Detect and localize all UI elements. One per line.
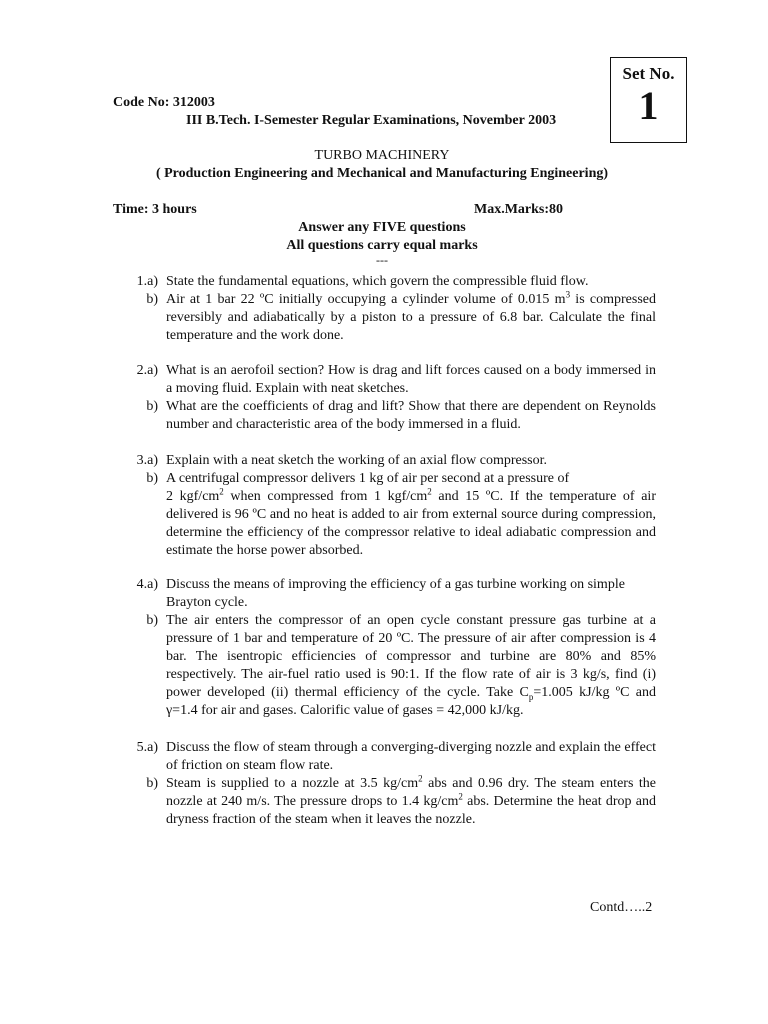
question-3a: [108, 452, 656, 470]
superscript: 2: [427, 486, 432, 497]
question-number: b): [146, 399, 158, 414]
question-text: State the fundamental equations, which govern the compressible fluid flow.: [166, 274, 589, 289]
question-4: [108, 576, 656, 720]
question-text: Discuss the means of improving the efficiency of a gas turbine working on simple Brayton cycle.: [166, 577, 625, 610]
question-text: [166, 612, 656, 720]
question-number: b): [146, 613, 158, 628]
subscript: p: [528, 691, 534, 702]
question-4a: [108, 576, 656, 612]
branch-line: ( Production Engineering and Mechanical and Manufacturing Engineering): [155, 166, 609, 181]
question-3b: [108, 470, 656, 560]
question-number: 2.a): [136, 363, 158, 378]
question-text-part: Steam is supplied to a nozzle at 3.5 kg/cm: [166, 776, 419, 791]
separator: ---: [376, 253, 388, 267]
question-text-part: abs and 0.96 dry. The steam enters the nozzle at 240 m/s. The pressure drops to 1.4 kg/cm: [166, 776, 656, 809]
question-1: [108, 273, 656, 345]
question-text-part: when compressed from 1 kgf/cm: [223, 489, 428, 504]
question-3: [108, 452, 656, 560]
question-4b: [108, 612, 656, 720]
question-number: b): [146, 292, 158, 307]
question-text: [166, 470, 656, 560]
question-text-part: Air at 1 bar 22 ºC initially occupying a cylinder volume of 0.015 m: [166, 292, 566, 307]
set-number-box: [610, 57, 687, 143]
question-number: 4.a): [136, 577, 158, 592]
instruction-answer: Answer any FIVE questions: [298, 220, 466, 235]
question-text: What is an aerofoil section? How is drag and lift forces caused on a body immersed in a moving fluid. Explain with neat sketches.: [166, 363, 656, 396]
instruction-marks: All questions carry equal marks: [286, 238, 478, 253]
question-2: [108, 362, 656, 434]
question-1a: [108, 273, 656, 291]
question-number: b): [146, 776, 158, 791]
question-text-part: The air enters the compressor of an open cycle constant pressure gas turbine at a pressure of 1 bar and temperature of 20 ºC. The pressure of air after compression is 4 bar. The isentropic efficiencies of compressor and turbine are 80% and 85% respectively. The air-fuel ratio used is 90:1. If the flow rate of air is 3 kg/s, find (i) power developed (ii) thermal efficiency of the cycle. Take C: [166, 613, 656, 700]
question-text-part: A centrifugal compressor delivers 1 kg of air per second at a pressure of: [166, 471, 570, 486]
superscript: 2: [418, 773, 423, 784]
question-text-part: is compressed reversibly and adiabatically by a piston to a pressure of 6.8 bar. Calculate the final temperature and the work done.: [166, 292, 656, 343]
question-number: 5.a): [136, 740, 158, 755]
question-2b: [108, 398, 656, 434]
question-text: Explain with a neat sketch the working of an axial flow compressor.: [166, 453, 548, 468]
question-text-part: and 15 ºC. If the temperature of air delivered is 96 ºC and no heat is added to air from external source during compression, determine the efficiency of the compressor relative to ideal adiabatic compression and estimate the horse power absorbed.: [166, 489, 656, 558]
code-number: Code No: 312003: [113, 95, 215, 110]
question-1b: [108, 291, 656, 345]
question-number: b): [146, 471, 158, 486]
question-text: What are the coefficients of drag and lift? Show that there are dependent on Reynolds number and characteristic area of the body immersed in a fluid.: [166, 399, 656, 432]
question-number: 3.a): [136, 453, 158, 468]
question-text-part: =1.005 kJ/kg ºC and γ=1.4 for air and gases. Calorific value of gases = 42,000 kJ/kg.: [166, 685, 656, 718]
max-marks: Max.Marks:80: [474, 202, 564, 217]
exam-time: Time: 3 hours: [113, 202, 197, 217]
question-text-part: abs. Determine the heat drop and dryness fraction of the steam when it leaves the nozzle.: [166, 794, 656, 827]
question-5b: [108, 775, 656, 829]
superscript: 2: [458, 791, 463, 802]
exam-title: III B.Tech. I-Semester Regular Examinations, November 2003: [186, 113, 557, 128]
question-text: [166, 775, 656, 829]
set-number: 1: [638, 83, 659, 128]
question-text: Discuss the flow of steam through a converging-diverging nozzle and explain the effect of friction on steam flow rate.: [166, 740, 656, 773]
subject-title: TURBO MACHINERY: [314, 148, 450, 163]
question-text-part: 2 kgf/cm: [166, 489, 220, 504]
question-5: [108, 739, 656, 829]
continued-note: Contd…..2: [590, 900, 653, 915]
set-label: Set No.: [622, 64, 675, 83]
question-5a: [108, 739, 656, 775]
question-text: [166, 291, 656, 345]
question-number: 1.a): [136, 274, 158, 289]
question-2a: [108, 362, 656, 398]
superscript: 2: [219, 486, 224, 497]
superscript: 3: [565, 289, 571, 300]
